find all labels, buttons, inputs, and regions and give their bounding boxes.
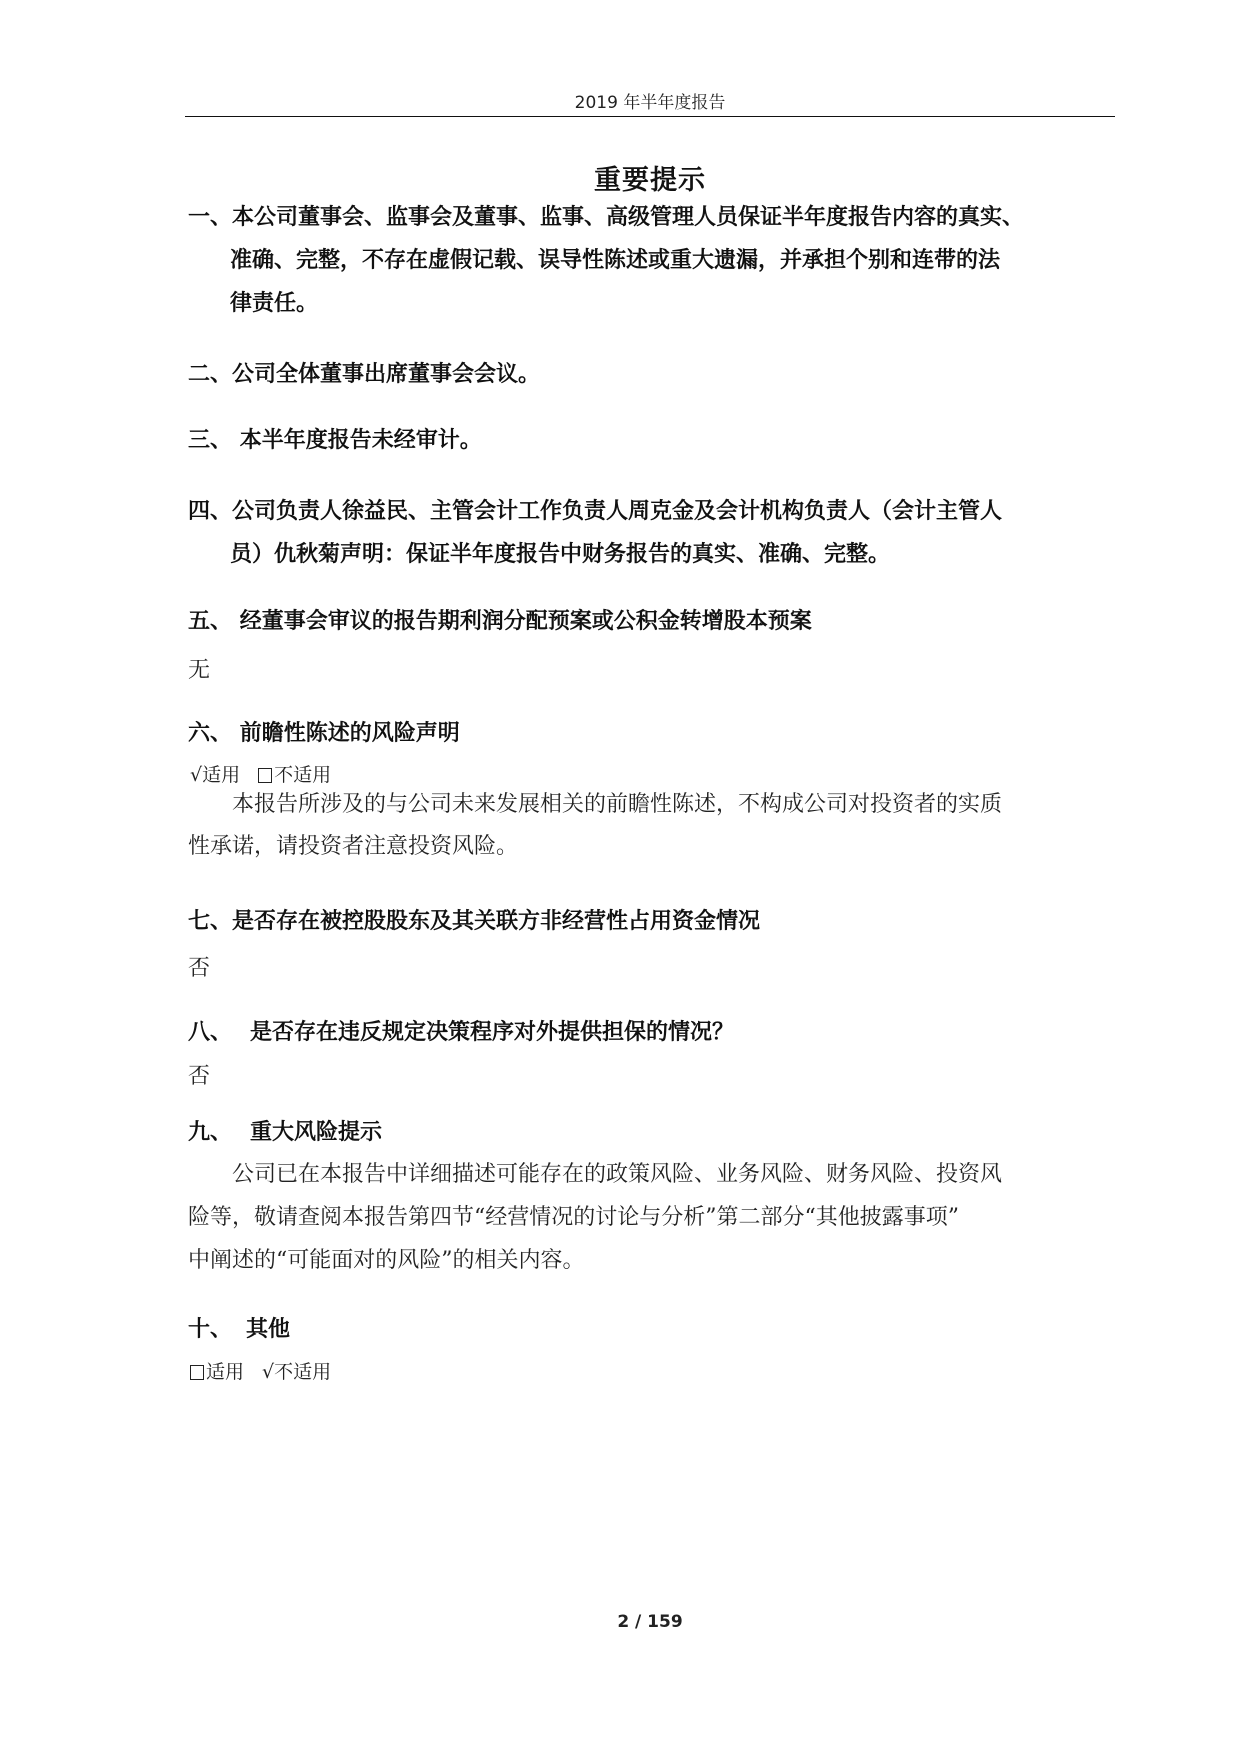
item-1-line-2: 准确、完整，不存在虚假记载、误导性陈述或重大遗漏，并承担个别和连带的法 (230, 248, 1001, 273)
item-2-number: 二、 (188, 362, 233, 387)
item-6-check-mark: √ (190, 764, 203, 786)
item-1-number: 一、 (188, 205, 233, 230)
item-9-text: 重大风险提示 (250, 1120, 383, 1145)
item-9-body-line-1: 公司已在本报告中详细描述可能存在的政策风险、业务风险、财务风险、投资风 (232, 1162, 1003, 1187)
item-8-answer: 否 (188, 1064, 211, 1089)
item-10-applicable-label: 适用 (206, 1361, 245, 1383)
item-3-heading (188, 416, 1118, 466)
item-3-text: 本半年度报告未经审计。 (239, 428, 482, 453)
item-6-heading (188, 709, 1118, 759)
item-6-not-applicable-label: 不适用 (274, 764, 332, 786)
item-1-line-3: 律责任。 (230, 291, 319, 316)
item-7-number: 七、 (188, 909, 233, 934)
item-8-text: 是否存在违反规定决策程序对外提供担保的情况？ (250, 1020, 735, 1045)
item-10-text: 其他 (246, 1317, 291, 1342)
item-10-check-mark: √ (262, 1361, 275, 1383)
item-6-body-line-1: 本报告所涉及的与公司未来发展相关的前瞻性陈述，不构成公司对投资者的实质 (232, 792, 1003, 817)
item-3-number: 三、 (188, 428, 233, 453)
item-6-applicable-label: 适用 (202, 764, 241, 786)
item-2-text: 公司全体董事出席董事会会议。 (232, 362, 541, 387)
item-5-text: 经董事会审议的报告期利润分配预案或公积金转增股本预案 (239, 609, 812, 634)
item-8-number: 八、 (188, 1020, 233, 1045)
page-number: 2 / 159 (617, 1612, 683, 1632)
item-6-text: 前瞻性陈述的风险声明 (239, 721, 460, 746)
item-10-applicable-checkbox (190, 1365, 204, 1380)
item-7-text: 是否存在被控股股东及其关联方非经营性占用资金情况 (232, 909, 761, 934)
item-9-body-line-2: 险等，敬请查阅本报告第四节“经营情况的讨论与分析”第二部分“其他披露事项” (188, 1205, 959, 1230)
item-8-heading (188, 1008, 1118, 1058)
item-10-number: 十、 (188, 1317, 233, 1342)
page-header: 2019 年半年度报告 (574, 93, 726, 113)
item-9-body-line-3: 中阐述的“可能面对的风险”的相关内容。 (188, 1248, 585, 1273)
item-2-heading (188, 350, 1118, 400)
item-4-number: 四、 (188, 499, 233, 524)
item-10-not-applicable-label: 不适用 (274, 1361, 332, 1383)
item-9-number: 九、 (188, 1120, 233, 1145)
item-1-line-1: 本公司董事会、监事会及董事、监事、高级管理人员保证半年度报告内容的真实、 (232, 205, 1025, 230)
header-divider (185, 116, 1115, 117)
item-4-line-2: 员）仇秋菊声明：保证半年度报告中财务报告的真实、准确、完整。 (230, 542, 891, 567)
item-10-heading (188, 1305, 1118, 1355)
item-6-number: 六、 (188, 721, 233, 746)
page-title: 重要提示 (594, 165, 706, 196)
item-7-heading (188, 897, 1118, 947)
item-7-answer: 否 (188, 956, 211, 981)
item-6-body-line-2: 性承诺，请投资者注意投资风险。 (188, 834, 519, 859)
item-5-number: 五、 (188, 609, 233, 634)
item-10-options (190, 1357, 331, 1387)
item-5-answer: 无 (188, 658, 211, 683)
item-4-line-1: 公司负责人徐益民、主管会计工作负责人周克金及会计机构负责人（会计主管人 (232, 499, 1003, 524)
item-5-heading (188, 597, 1118, 647)
